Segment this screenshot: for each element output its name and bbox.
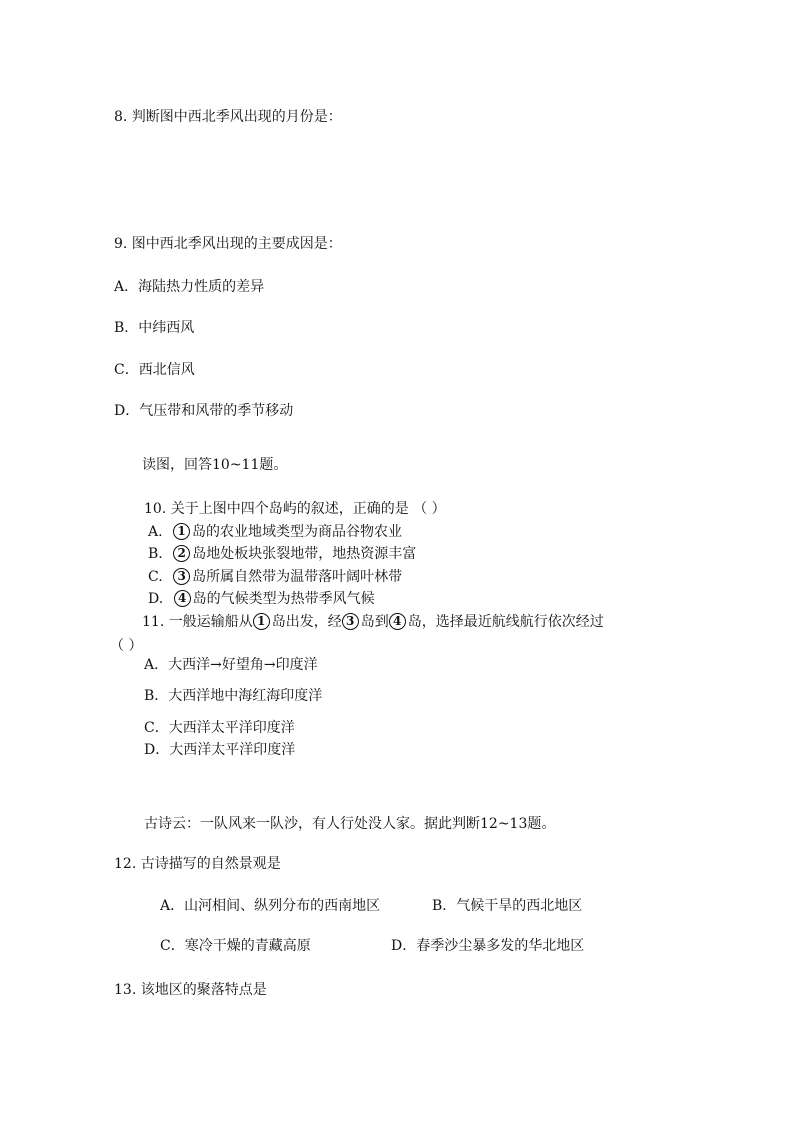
- question-10: 10. 关于上图中四个岛屿的叙述，正确的是 （ ）: [144, 501, 446, 517]
- circled-number-marker: 3: [173, 568, 190, 585]
- q10-option-c: [148, 568, 402, 586]
- circled-number-marker: 4: [174, 590, 191, 607]
- q10-option-b: [148, 545, 416, 563]
- circled-number-marker: 2: [173, 545, 190, 562]
- circled-number-marker: 4: [389, 613, 406, 630]
- q12-option-d: D．春季沙尘暴多发的华北地区: [391, 938, 585, 954]
- q10-option-d: [148, 590, 375, 608]
- q11-option-a: A．大西洋→好望角→印度洋: [144, 657, 318, 673]
- q11-answer-bracket: （ ）: [110, 638, 143, 654]
- option-label: D.: [148, 591, 164, 607]
- question-13: 13. 该地区的聚落特点是: [114, 982, 267, 998]
- q9-option-b: B．中纬西风: [114, 320, 195, 336]
- q11-option-b: B．大西洋地中海红海印度洋: [144, 688, 323, 704]
- q11-option-d: D．大西洋太平洋印度洋: [144, 742, 296, 758]
- question-11: 11. 一般运输船从 1 岛出发，经 3 岛到 4 岛，选择最近航线航行依次经过: [142, 613, 604, 630]
- q12-option-b: B．气候干旱的西北地区: [432, 898, 583, 914]
- option-text: 岛所属自然带为温带落叶阔叶林带: [192, 569, 403, 585]
- option-text: 岛的农业地域类型为商品谷物农业: [192, 524, 403, 540]
- intro-10-11: 读图，回答10~11题。: [142, 457, 288, 473]
- option-label: A.: [148, 524, 163, 540]
- circled-number-marker: 3: [342, 613, 359, 630]
- intro-12-13: 古诗云：一队风来一队沙，有人行处没人家。据此判断12~13题。: [144, 816, 556, 832]
- circled-number-marker: 1: [253, 613, 270, 630]
- option-text: 岛的气候类型为热带季风气候: [192, 591, 375, 607]
- question-12: 12. 古诗描写的自然景观是: [114, 856, 281, 872]
- option-label: B.: [148, 546, 163, 562]
- q11-option-c: C．大西洋太平洋印度洋: [144, 720, 295, 736]
- q12-option-c: C．寒冷干燥的青藏高原: [160, 938, 311, 954]
- circled-number-marker: 1: [173, 523, 190, 540]
- question-8: 8. 判断图中西北季风出现的月份是：: [114, 109, 342, 125]
- question-9: 9. 图中西北季风出现的主要成因是：: [114, 236, 342, 252]
- q9-option-d: D．气压带和风带的季节移动: [114, 403, 294, 419]
- q12-option-a: A．山河相间、纵列分布的西南地区: [160, 898, 381, 914]
- option-text: 岛地处板块张裂地带，地热资源丰富: [192, 546, 417, 562]
- option-label: C.: [148, 569, 163, 585]
- q10-option-a: [148, 523, 402, 541]
- q9-option-c: C．西北信风: [114, 362, 195, 378]
- q9-option-a: A．海陆热力性质的差异: [114, 279, 265, 295]
